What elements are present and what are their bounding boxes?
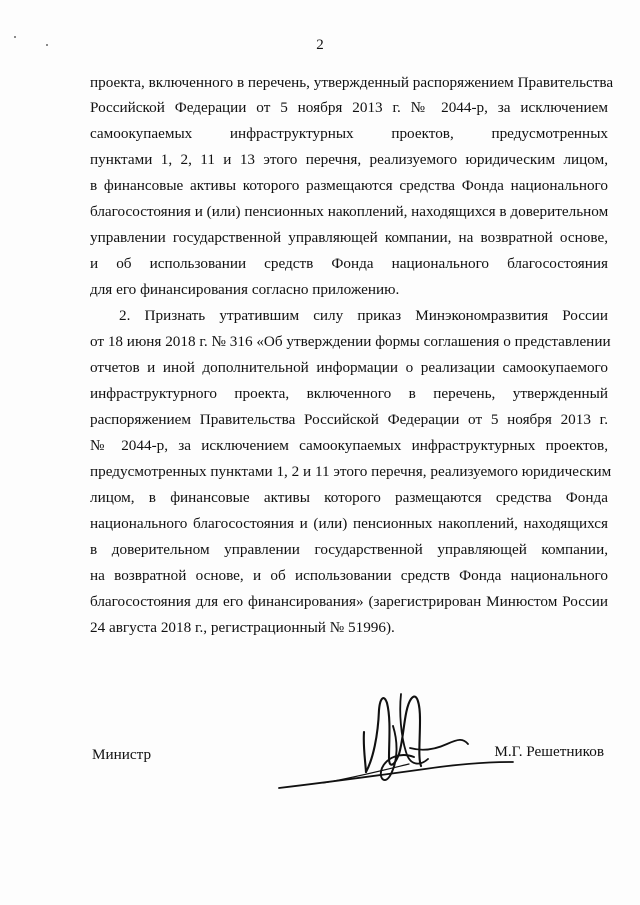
- handwritten-signature: [270, 680, 570, 800]
- paragraph-line: проекта, включенного в перечень, утвержденный распоряжением Правительства: [90, 74, 614, 91]
- paragraph-line: благосостояния для его финансирования» (зарегистрирован Минюстом России: [90, 593, 608, 610]
- paragraph-line: от 18 июня 2018 г. № 316 «Об утверждении формы соглашения о представлении: [90, 333, 611, 350]
- paragraph-line: инфраструктурного проекта, включенного в перечень, утвержденный: [90, 385, 608, 402]
- paragraph-line: в финансовые активы которого размещаются средства Фонда национального: [90, 177, 608, 194]
- paragraph-line: пунктами 1, 2, 11 и 13 этого перечня, реализуемого юридическим лицом,: [90, 151, 608, 168]
- signer-name: М.Г. Решетников: [494, 743, 604, 760]
- paragraph-line: и об использовании средств Фонда национального благосостояния: [90, 255, 608, 272]
- paragraph-line: на возвратной основе, и об использовании средств Фонда национального: [90, 567, 608, 584]
- paragraph-line: для его финансирования согласно приложению.: [90, 281, 400, 298]
- paragraph-line: 2. Признать утратившим силу приказ Минэкономразвития России: [119, 307, 608, 324]
- signer-position: Министр: [92, 746, 152, 763]
- paragraph-line: управлении государственной управляющей компании, на возвратной основе,: [90, 229, 608, 246]
- paragraph-line: в доверительном управлении государственной управляющей компании,: [90, 541, 608, 558]
- paragraph-line: Российской Федерации от 5 ноября 2013 г. № 2044-р, за исключением: [90, 99, 608, 116]
- paragraph-line: отчетов и иной дополнительной информации о реализации самоокупаемого: [90, 359, 608, 376]
- paragraph-line: № 2044-р, за исключением самоокупаемых инфраструктурных проектов,: [90, 437, 608, 454]
- paragraph-line: 24 августа 2018 г., регистрационный № 51996).: [90, 619, 395, 636]
- page-number: 2: [316, 37, 324, 53]
- paragraph-line: благосостояния и (или) пенсионных накоплений, находящихся в доверительном: [90, 203, 609, 220]
- paragraph-line: лицом, в финансовые активы которого размещаются средства Фонда: [90, 489, 608, 506]
- paragraph-line: национального благосостояния и (или) пенсионных накоплений, находящихся: [90, 515, 608, 532]
- paragraph-line: распоряжением Правительства Российской Федерации от 5 ноября 2013 г.: [90, 411, 608, 428]
- paragraph-line: предусмотренных пунктами 1, 2 и 11 этого перечня, реализуемого юридическим: [90, 463, 612, 480]
- paragraph-line: самоокупаемых инфраструктурных проектов, предусмотренных: [90, 125, 608, 142]
